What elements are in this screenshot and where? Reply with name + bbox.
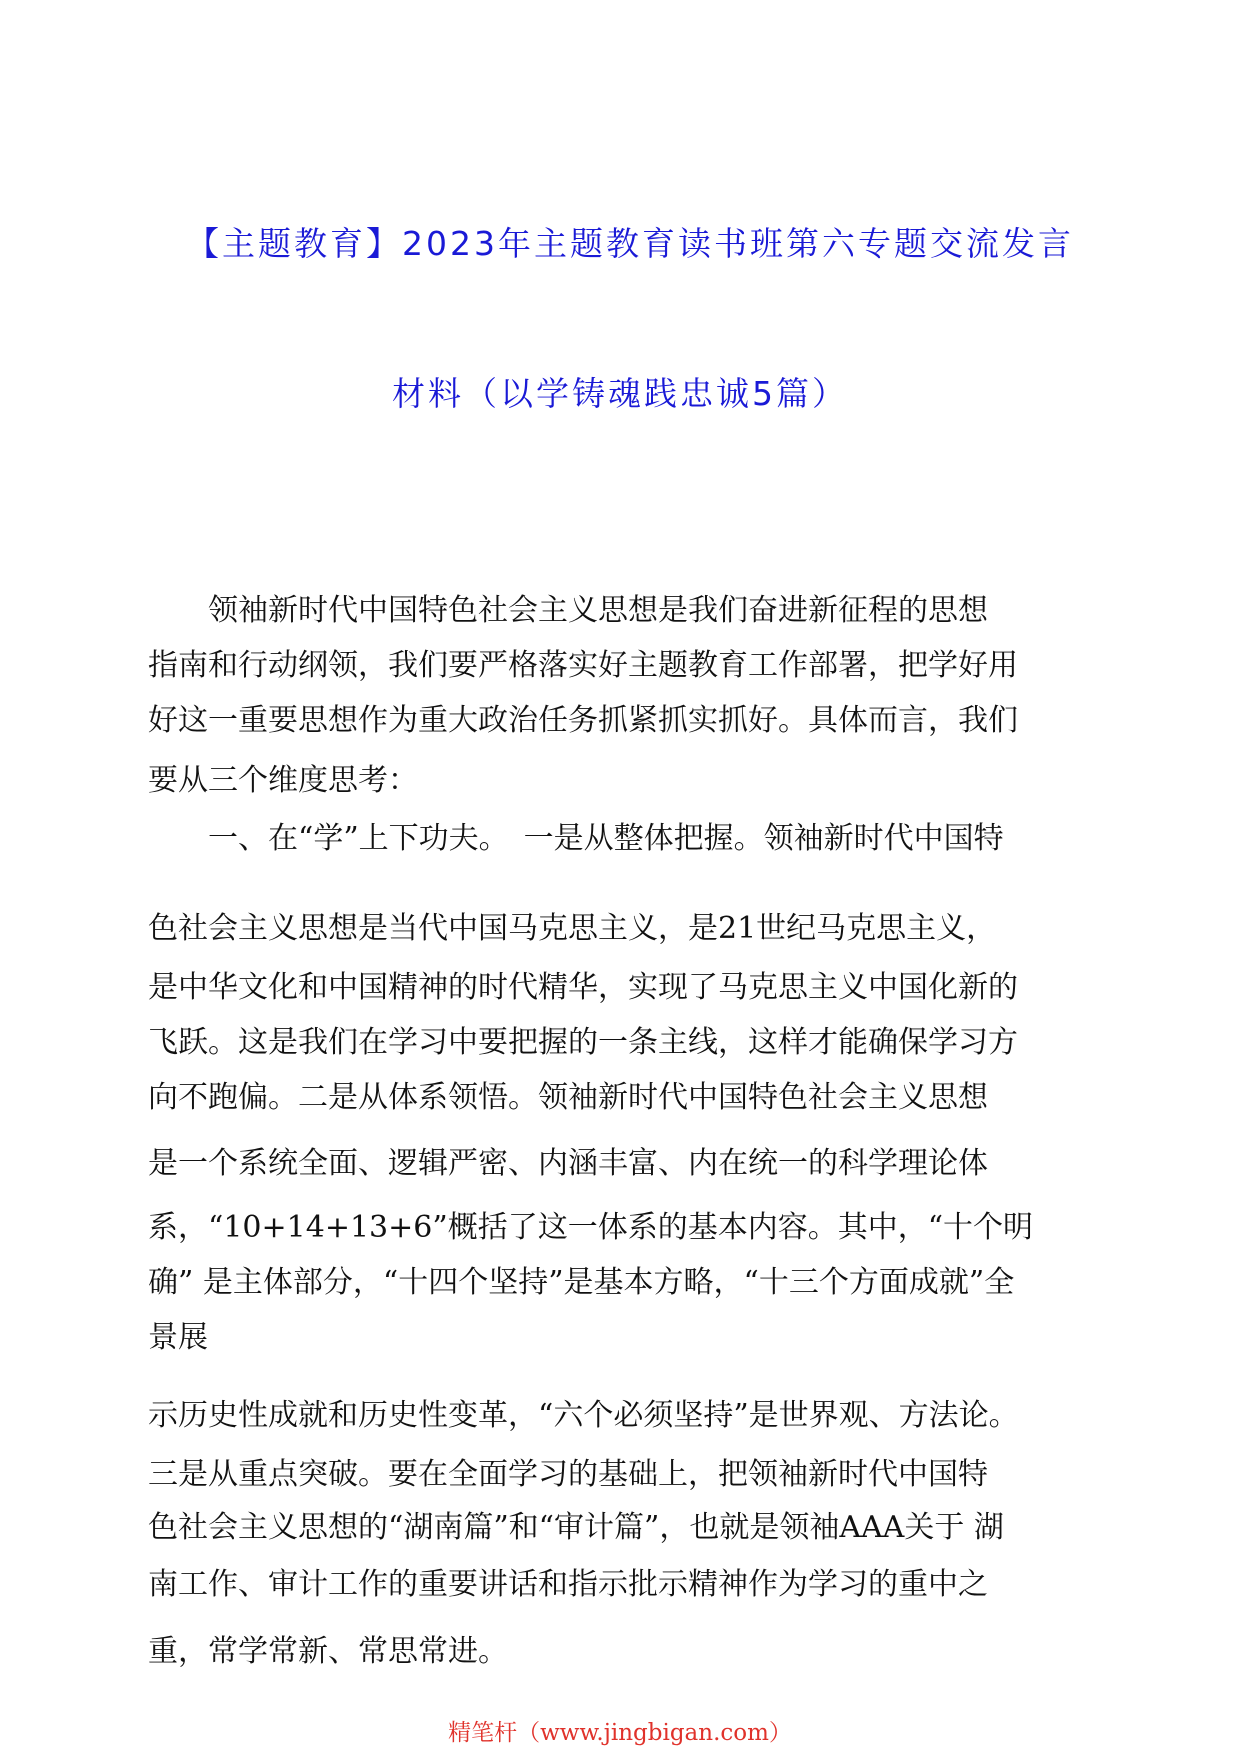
body-line: 色社会主义思想的“湖南篇”和“审计篇”，也就是领袖AAA关于 湖 — [148, 1510, 1004, 1545]
body-line: 三是从重点突破。要在全面学习的基础上，把领袖新时代中国特 — [148, 1457, 988, 1492]
body-line: 确” 是主体部分，“十四个坚持”是基本方略，“十三个方面成就”全 — [148, 1265, 1015, 1300]
body-line: 南工作、审计工作的重要讲话和指示批示精神作为学习的重中之 — [148, 1567, 988, 1602]
body-line: 重，常学常新、常思常进。 — [148, 1634, 508, 1669]
body-line: 领袖新时代中国特色社会主义思想是我们奋进新征程的思想 — [148, 593, 988, 628]
document-title-line-1: 【主题教育】2023年主题教育读书班第六专题交流发言 — [186, 224, 1074, 263]
body-line: 飞跃。这是我们在学习中要把握的一条主线，这样才能确保学习方 — [148, 1025, 1018, 1060]
body-line: 是一个系统全面、逻辑严密、内涵丰富、内在统一的科学理论体 — [148, 1146, 988, 1181]
document-title-line-2: 材料（以学铸魂践忠诚5篇） — [392, 374, 848, 413]
body-line: 色社会主义思想是当代中国马克思主义，是21世纪马克思主义， — [148, 911, 997, 946]
body-line: 系，“10+14+13+6”概括了这一体系的基本内容。其中，“十个明 — [148, 1210, 1034, 1245]
body-line: 一、在“学”上下功夫。 一是从整体把握。领袖新时代中国特 — [148, 821, 1004, 856]
body-line: 示历史性成就和历史性变革，“六个必须坚持”是世界观、方法论。 — [148, 1398, 1019, 1433]
body-line: 指南和行动纲领，我们要严格落实好主题教育工作部署，把学好用 — [148, 648, 1018, 683]
body-line: 景展 — [148, 1320, 208, 1355]
body-line: 是中华文化和中国精神的时代精华，实现了马克思主义中国化新的 — [148, 970, 1018, 1005]
body-line: 要从三个维度思考： — [148, 763, 418, 798]
body-line: 好这一重要思想作为重大政治任务抓紧抓实抓好。具体而言，我们 — [148, 703, 1018, 738]
body-line: 向不跑偏。二是从体系领悟。领袖新时代中国特色社会主义思想 — [148, 1080, 988, 1115]
footer-watermark: 精笔杆（www.jingbigan.com） — [448, 1720, 792, 1746]
